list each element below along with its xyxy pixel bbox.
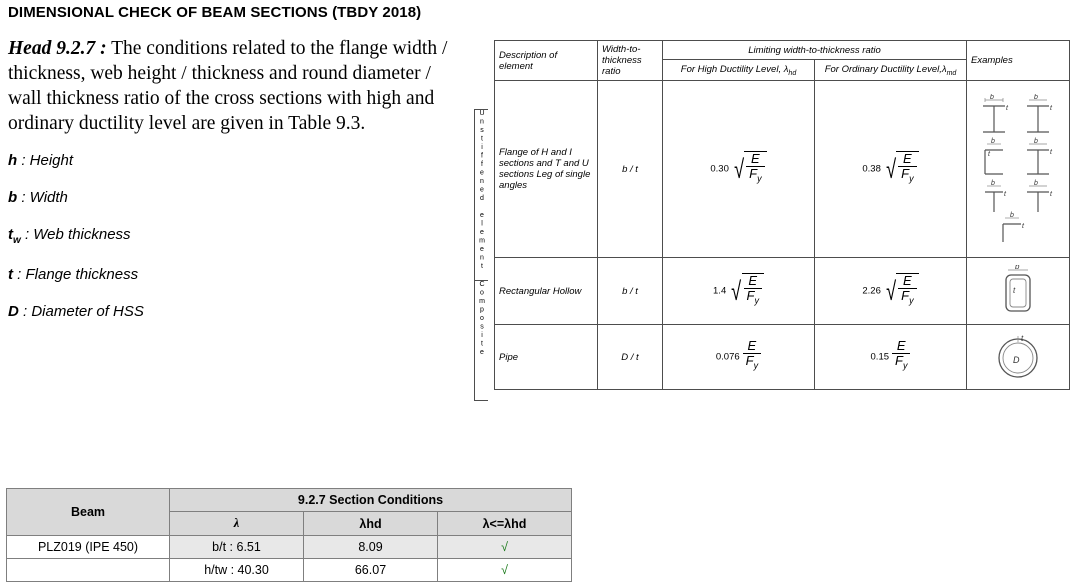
limiting-ratio-table [472, 40, 1070, 390]
cell-beam-name: PLZ019 (IPE 450) [7, 536, 170, 559]
header-ratio: Width-to-thickness ratio [598, 41, 663, 81]
cell-ordinary-formula: 0.15 $\frac{E}{F_y}$ [815, 325, 967, 390]
svg-text:t: t [1021, 334, 1024, 343]
cell-check: √ [438, 536, 572, 559]
side-label-composite [474, 281, 488, 401]
header-lambda-hd: λhd [304, 512, 438, 536]
cell-examples [967, 258, 1070, 325]
cell-beam-name [7, 559, 170, 582]
beam-check-table [6, 488, 572, 582]
left-column [8, 36, 448, 340]
legend-symbol: t [8, 266, 13, 283]
legend-symbol: h [8, 152, 18, 169]
svg-text:t: t [988, 151, 990, 158]
symbol-legend [8, 152, 448, 320]
svg-text:t: t [1022, 223, 1024, 230]
table-row [472, 325, 1070, 390]
cell-ratio: b / t [598, 258, 663, 325]
legend-item [8, 266, 448, 283]
svg-text:t: t [1050, 149, 1052, 156]
legend-text: : Width [21, 189, 68, 206]
table-row [7, 559, 572, 582]
legend-item [8, 226, 448, 246]
header-beam: Beam [7, 489, 170, 536]
svg-text:b: b [1034, 138, 1038, 145]
svg-text:b: b [991, 180, 995, 187]
svg-text:b: b [1015, 265, 1020, 271]
svg-text:b: b [991, 138, 995, 145]
legend-item [8, 189, 448, 206]
cell-ordinary-formula: 0.38 √ $\frac{E}{F_y}$ [815, 81, 967, 258]
header-ordinary-ductility: For Ordinary Ductility $Level,\lambda_{md}$ [815, 60, 967, 81]
results-table-container [6, 488, 572, 582]
legend-item [8, 152, 448, 169]
table-row [7, 536, 572, 559]
intro-head-label: Head 9.2.7 : [8, 38, 107, 59]
legend-text: : Web thickness [24, 226, 131, 243]
table-header-row-1 [472, 41, 1070, 60]
svg-text:t: t [1013, 286, 1016, 295]
cell-high-formula: 0.30 √ $\frac{E}{F_y}$ [663, 81, 815, 258]
legend-text: : Height [21, 152, 74, 169]
intro-paragraph [8, 36, 448, 136]
side-label-unstiffened [474, 109, 488, 281]
results-header-row [7, 489, 572, 512]
legend-text: : Flange thickness [17, 266, 139, 283]
cell-lambda-hd: 8.09 [304, 536, 438, 559]
header-description: Description of element [495, 41, 598, 81]
svg-text:b: b [990, 94, 994, 101]
rectangular-hollow-figure [988, 265, 1048, 317]
legend-text: : Diameter of HSS [23, 303, 144, 320]
cell-description: Pipe [495, 325, 598, 390]
cell-ordinary-formula: 2.26 √ $\frac{E}{F_y}$ [815, 258, 967, 325]
table-row [472, 81, 1070, 258]
header-limiting-ratio: Limiting width-to-thickness ratio [663, 41, 967, 60]
legend-symbol: $t_w$ [8, 226, 21, 246]
cell-lambda: h/tw : 40.30 [170, 559, 304, 582]
section-examples-figure [975, 94, 1061, 244]
legend-item [8, 303, 448, 320]
side-label-text: Composite [478, 281, 486, 358]
side-label-text: Unstiffened element [478, 110, 486, 272]
svg-text:b: b [1034, 94, 1038, 101]
cell-description: Flange of H and I sections and T and U sections Leg of single angles [495, 81, 598, 258]
header-section-conditions: 9.2.7 Section Conditions [170, 489, 572, 512]
svg-text:b: b [1034, 180, 1038, 187]
intro-body: The conditions related to the flange width / thickness, web height / thickness and round diameter / wall thickness ratio of the cross sections with high and ordinary ductility level are given in Table 9.3. [8, 38, 448, 134]
cell-ratio: D / t [598, 325, 663, 390]
cell-high-formula: 1.4 √ $\frac{E}{F_y}$ [663, 258, 815, 325]
header-high-ductility: For High Ductility Level, $\lambda_{hd}$ [663, 60, 815, 81]
page-title: DIMENSIONAL CHECK OF BEAM SECTIONS (TBDY 2018) [8, 4, 422, 21]
cell-examples [967, 81, 1070, 258]
header-lambda: λ [170, 512, 304, 536]
svg-text:t: t [1006, 105, 1008, 112]
cell-examples [967, 325, 1070, 390]
svg-text:t: t [1050, 105, 1052, 112]
code-table-container [472, 40, 1070, 390]
legend-symbol: b [8, 189, 18, 206]
cell-description: Rectangular Hollow [495, 258, 598, 325]
svg-text:t: t [1004, 191, 1006, 198]
legend-symbol: D [8, 303, 19, 320]
header-check: λ<=λhd [438, 512, 572, 536]
pipe-figure [988, 332, 1048, 382]
cell-ratio: b / t [598, 81, 663, 258]
table-row [472, 258, 1070, 325]
svg-text:t: t [1050, 191, 1052, 198]
svg-text:D: D [1013, 355, 1020, 365]
header-examples: Examples [967, 41, 1070, 81]
cell-check: √ [438, 559, 572, 582]
cell-lambda-hd: 66.07 [304, 559, 438, 582]
svg-text:b: b [1010, 212, 1014, 219]
cell-high-formula: 0.076 $\frac{E}{F_y}$ [663, 325, 815, 390]
cell-lambda: b/t : 6.51 [170, 536, 304, 559]
